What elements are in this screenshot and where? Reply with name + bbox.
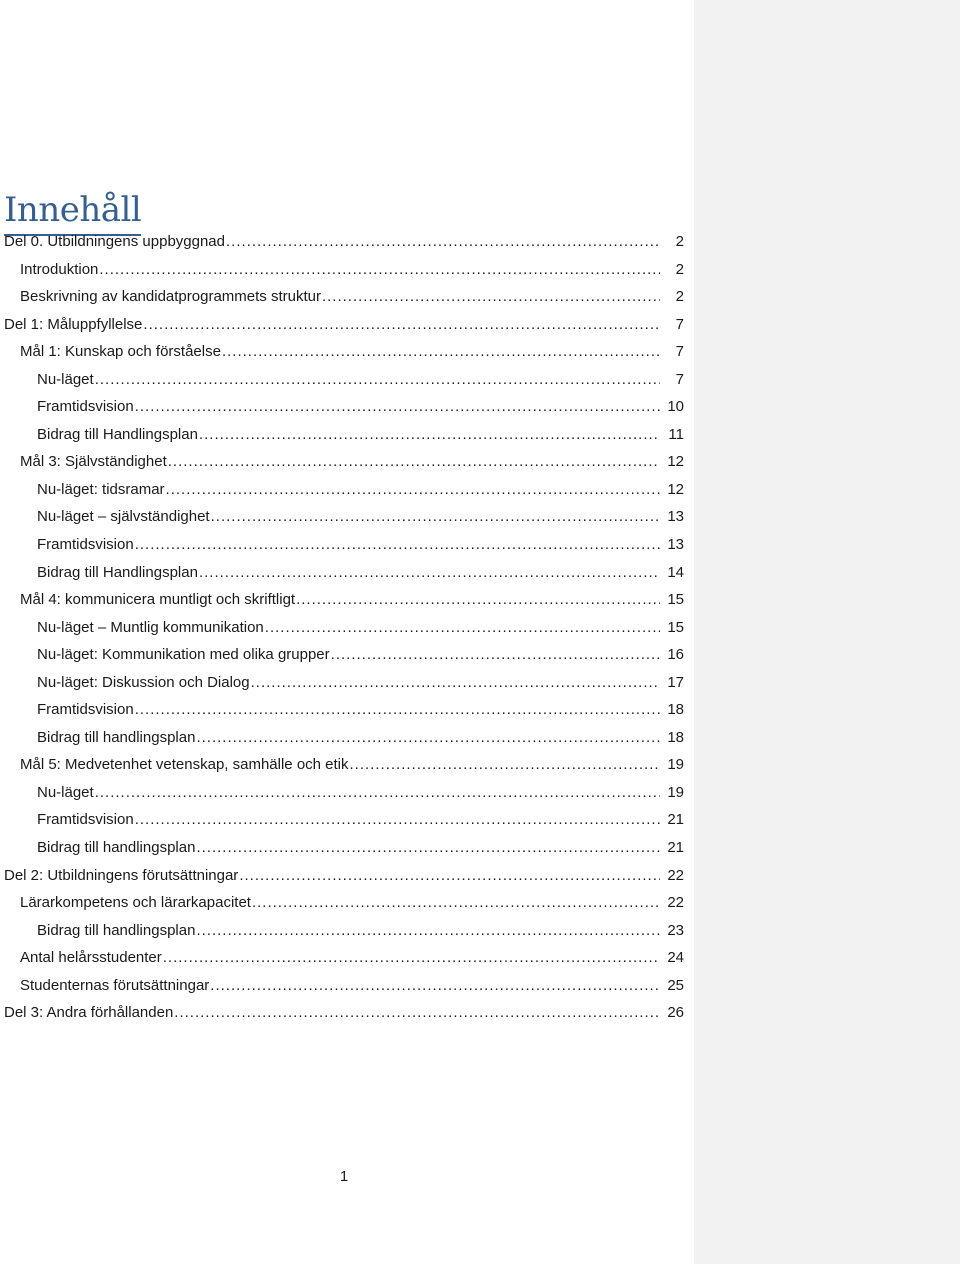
- toc-entry[interactable]: [0, 669, 688, 697]
- toc-entry-label: Antal helårsstudenter: [20, 949, 162, 967]
- toc-entry-label: Introduktion: [20, 260, 99, 278]
- toc-dot-leader: [135, 393, 660, 421]
- toc-dot-leader: [265, 614, 660, 642]
- toc-entry[interactable]: [0, 393, 688, 421]
- toc-entry-page: 7: [675, 370, 684, 388]
- toc-entry-label: Framtidsvision: [37, 536, 134, 554]
- toc-entry-page: 18: [667, 728, 684, 746]
- toc-dot-leader: [196, 724, 660, 752]
- toc-entry-page: 21: [667, 811, 684, 829]
- toc-entry[interactable]: [0, 999, 688, 1027]
- toc-dot-leader: [239, 862, 660, 890]
- toc-entry-page: 7: [675, 315, 684, 333]
- toc-dot-leader: [331, 641, 660, 669]
- toc-entry-page: 2: [675, 260, 684, 278]
- toc-dot-leader: [226, 228, 660, 256]
- toc-entry[interactable]: [0, 724, 688, 752]
- toc-title: Innehåll: [4, 186, 141, 236]
- toc-entry-label: Mål 1: Kunskap och förståelse: [20, 343, 221, 361]
- toc-entry-label: Nu-läget: tidsramar: [37, 480, 165, 498]
- toc-entry-label: Bidrag till Handlingsplan: [37, 563, 198, 581]
- comment-pane: [694, 0, 960, 1264]
- toc-dot-leader: [211, 503, 660, 531]
- toc-entry-page: 18: [667, 701, 684, 719]
- toc-entry[interactable]: [0, 917, 688, 945]
- toc-entry-label: Lärarkompetens och lärarkapacitet: [20, 894, 251, 912]
- toc-entry-page: 22: [667, 894, 684, 912]
- toc-entry-label: Nu-läget: Diskussion och Dialog: [37, 673, 250, 691]
- table-of-contents: [0, 228, 688, 1027]
- toc-entry[interactable]: [0, 806, 688, 834]
- toc-dot-leader: [210, 972, 660, 1000]
- toc-entry-label: Mål 5: Medvetenhet vetenskap, samhälle och etik: [20, 756, 349, 774]
- toc-entry-label: Nu-läget – självständighet: [37, 508, 210, 526]
- toc-entry-label: Nu-läget: Kommunikation med olika grupper: [37, 646, 330, 664]
- toc-entry[interactable]: [0, 476, 688, 504]
- toc-entry-page: 15: [667, 618, 684, 636]
- toc-entry-label: Nu-läget: [37, 783, 94, 801]
- toc-entry[interactable]: [0, 311, 688, 339]
- toc-dot-leader: [168, 448, 660, 476]
- toc-entry[interactable]: [0, 751, 688, 779]
- toc-entry-page: 11: [668, 425, 684, 443]
- toc-entry-page: 19: [667, 756, 684, 774]
- toc-entry-label: Studenternas förutsättningar: [20, 976, 210, 994]
- toc-entry-page: 15: [667, 591, 684, 609]
- toc-dot-leader: [99, 256, 660, 284]
- toc-entry-page: 10: [667, 398, 684, 416]
- toc-entry[interactable]: [0, 531, 688, 559]
- toc-dot-leader: [252, 889, 660, 917]
- toc-dot-leader: [143, 311, 660, 339]
- toc-dot-leader: [322, 283, 660, 311]
- toc-entry-label: Beskrivning av kandidatprogrammets struktur: [20, 288, 321, 306]
- toc-entry-page: 12: [667, 453, 684, 471]
- toc-entry-page: 16: [667, 646, 684, 664]
- toc-entry-label: Mål 4: kommunicera muntligt och skriftligt: [20, 591, 296, 609]
- toc-entry-page: 23: [667, 921, 684, 939]
- toc-dot-leader: [95, 779, 660, 807]
- toc-dot-leader: [196, 917, 660, 945]
- toc-dot-leader: [199, 421, 660, 449]
- toc-entry[interactable]: [0, 503, 688, 531]
- toc-entry-label: Del 2: Utbildningens förutsättningar: [4, 866, 239, 884]
- toc-entry[interactable]: [0, 338, 688, 366]
- toc-entry[interactable]: [0, 944, 688, 972]
- toc-entry-label: Framtidsvision: [37, 811, 134, 829]
- toc-entry-page: 7: [675, 343, 684, 361]
- toc-entry[interactable]: [0, 559, 688, 587]
- toc-entry-page: 26: [667, 1004, 684, 1022]
- toc-entry[interactable]: [0, 614, 688, 642]
- toc-entry-label: Nu-läget – Muntlig kommunikation: [37, 618, 264, 636]
- toc-entry-label: Mål 3: Självständighet: [20, 453, 167, 471]
- toc-dot-leader: [135, 531, 660, 559]
- toc-entry[interactable]: [0, 779, 688, 807]
- toc-entry-page: 25: [667, 976, 684, 994]
- toc-entry[interactable]: [0, 283, 688, 311]
- toc-dot-leader: [350, 751, 660, 779]
- toc-entry[interactable]: [0, 586, 688, 614]
- toc-dot-leader: [135, 696, 660, 724]
- toc-entry-label: Del 3: Andra förhållanden: [4, 1004, 174, 1022]
- toc-dot-leader: [163, 944, 660, 972]
- toc-entry-page: 2: [675, 288, 684, 306]
- toc-entry[interactable]: [0, 696, 688, 724]
- toc-entry-page: 2: [675, 233, 684, 250]
- toc-entry-page: 13: [667, 508, 684, 526]
- toc-entry-page: 14: [667, 563, 684, 581]
- toc-dot-leader: [135, 806, 660, 834]
- toc-entry[interactable]: [0, 641, 688, 669]
- toc-entry[interactable]: [0, 862, 688, 890]
- toc-entry-page: 13: [667, 536, 684, 554]
- page-number: 1: [339, 1168, 349, 1185]
- toc-entry-label: Del 0. Utbildningens uppbyggnad: [4, 233, 225, 250]
- toc-entry-page: 24: [667, 949, 684, 967]
- toc-dot-leader: [166, 476, 660, 504]
- toc-entry[interactable]: [0, 972, 688, 1000]
- toc-entry[interactable]: [0, 256, 688, 284]
- toc-entry[interactable]: [0, 421, 688, 449]
- toc-entry-label: Bidrag till handlingsplan: [37, 839, 196, 857]
- toc-dot-leader: [95, 366, 660, 394]
- toc-dot-leader: [199, 559, 660, 587]
- toc-dot-leader: [222, 338, 660, 366]
- toc-entry-label: Framtidsvision: [37, 701, 134, 719]
- toc-dot-leader: [296, 586, 660, 614]
- toc-entry[interactable]: [0, 448, 688, 476]
- toc-entry[interactable]: [0, 228, 688, 256]
- toc-entry-label: Del 1: Måluppfyllelse: [4, 315, 143, 333]
- toc-entry[interactable]: [0, 889, 688, 917]
- toc-entry-page: 22: [667, 866, 684, 884]
- toc-entry-page: 21: [667, 839, 684, 857]
- toc-dot-leader: [196, 834, 660, 862]
- toc-entry-label: Nu-läget: [37, 370, 94, 388]
- toc-entry-page: 12: [667, 480, 684, 498]
- toc-entry[interactable]: [0, 834, 688, 862]
- toc-entry-page: 17: [667, 673, 684, 691]
- toc-entry-label: Bidrag till Handlingsplan: [37, 425, 198, 443]
- toc-entry-label: Bidrag till handlingsplan: [37, 728, 196, 746]
- toc-dot-leader: [174, 999, 660, 1027]
- toc-entry-page: 19: [667, 783, 684, 801]
- toc-entry-label: Framtidsvision: [37, 398, 134, 416]
- toc-entry-label: Bidrag till handlingsplan: [37, 921, 196, 939]
- toc-dot-leader: [251, 669, 660, 697]
- toc-entry[interactable]: [0, 366, 688, 394]
